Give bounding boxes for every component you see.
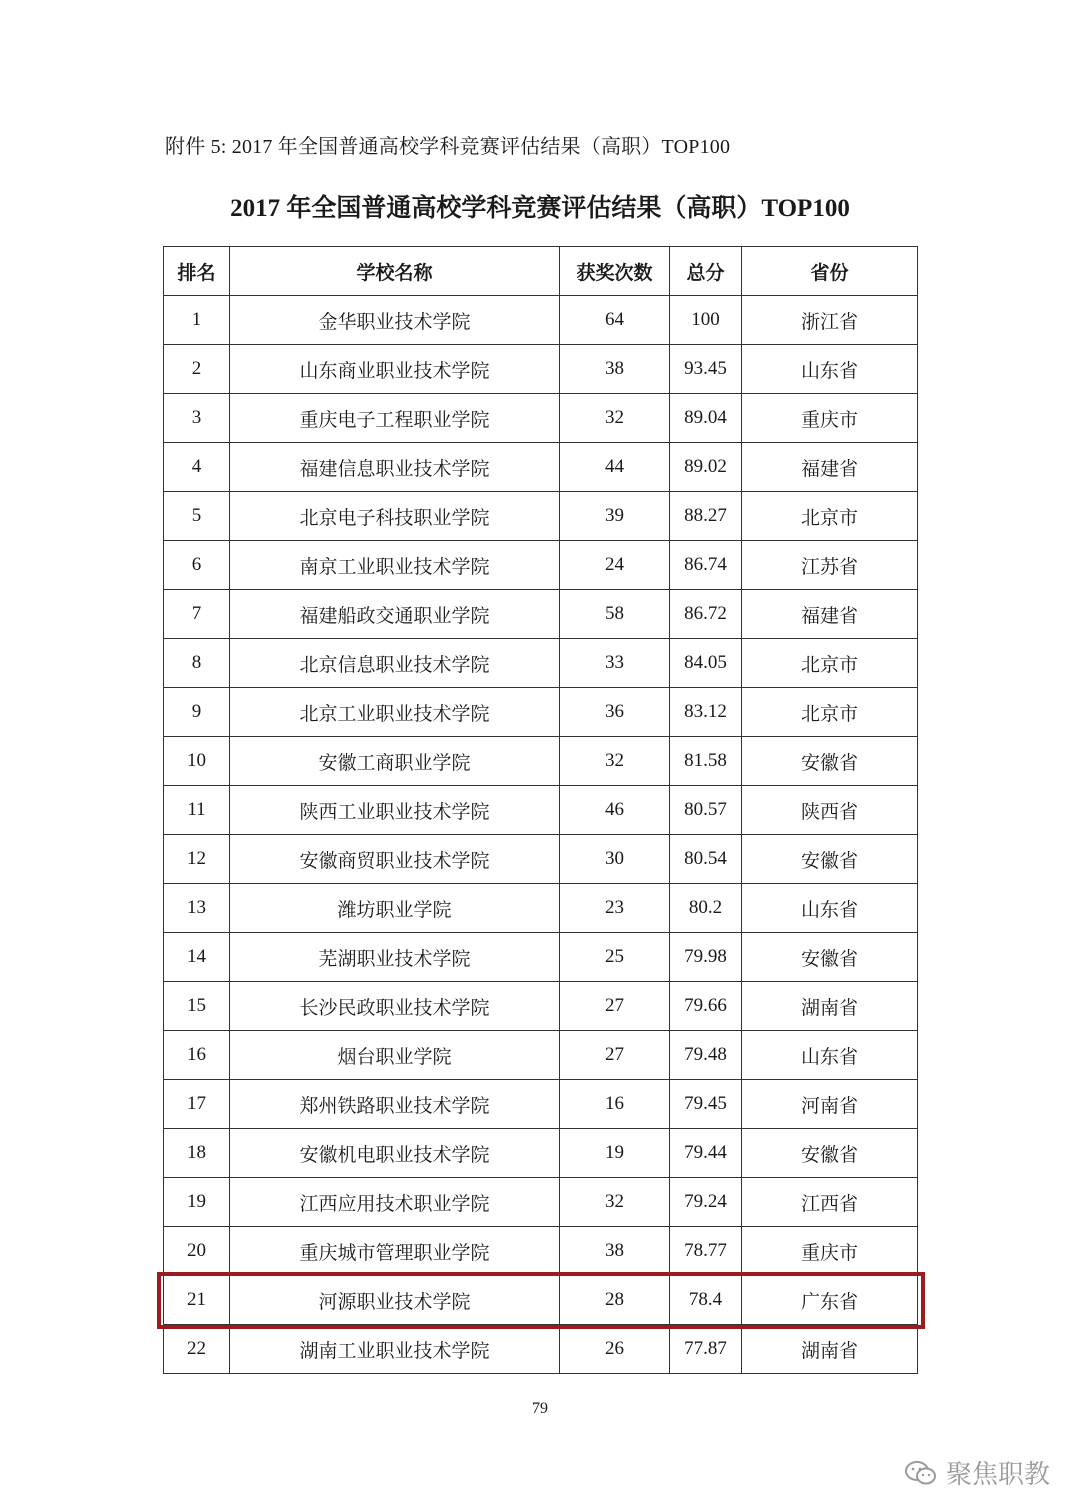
cell-total-score: 79.24 xyxy=(670,1178,742,1227)
cell-school-name: 福建船政交通职业学院 xyxy=(230,590,560,639)
cell-award-count: 64 xyxy=(560,296,670,345)
cell-rank: 19 xyxy=(164,1178,230,1227)
cell-province: 福建省 xyxy=(742,590,918,639)
cell-rank: 18 xyxy=(164,1129,230,1178)
cell-total-score: 79.45 xyxy=(670,1080,742,1129)
cell-total-score: 84.05 xyxy=(670,639,742,688)
cell-total-score: 93.45 xyxy=(670,345,742,394)
cell-province: 江西省 xyxy=(742,1178,918,1227)
header-rank: 排名 xyxy=(164,247,230,296)
table-row xyxy=(164,394,918,443)
cell-award-count: 38 xyxy=(560,1227,670,1276)
cell-award-count: 27 xyxy=(560,982,670,1031)
cell-award-count: 27 xyxy=(560,1031,670,1080)
cell-school-name: 北京工业职业技术学院 xyxy=(230,688,560,737)
cell-rank: 14 xyxy=(164,933,230,982)
cell-rank: 21 xyxy=(164,1276,230,1325)
cell-rank: 22 xyxy=(164,1325,230,1374)
cell-rank: 13 xyxy=(164,884,230,933)
table-row xyxy=(164,443,918,492)
cell-rank: 8 xyxy=(164,639,230,688)
table-row xyxy=(164,933,918,982)
cell-total-score: 88.27 xyxy=(670,492,742,541)
cell-rank: 5 xyxy=(164,492,230,541)
attachment-caption: 附件 5: 2017 年全国普通高校学科竞赛评估结果（高职）TOP100 xyxy=(165,136,731,158)
cell-rank: 9 xyxy=(164,688,230,737)
header-total-score: 总分 xyxy=(670,247,742,296)
ranking-table xyxy=(163,246,918,1374)
cell-school-name: 河源职业技术学院 xyxy=(230,1276,560,1325)
cell-total-score: 77.87 xyxy=(670,1325,742,1374)
cell-school-name: 安徽工商职业学院 xyxy=(230,737,560,786)
cell-total-score: 80.2 xyxy=(670,884,742,933)
table-row xyxy=(164,345,918,394)
cell-province: 江苏省 xyxy=(742,541,918,590)
cell-total-score: 81.58 xyxy=(670,737,742,786)
cell-province: 安徽省 xyxy=(742,1129,918,1178)
cell-total-score: 79.48 xyxy=(670,1031,742,1080)
table-row xyxy=(164,541,918,590)
header-school-name: 学校名称 xyxy=(230,247,560,296)
cell-award-count: 16 xyxy=(560,1080,670,1129)
cell-school-name: 北京电子科技职业学院 xyxy=(230,492,560,541)
cell-province: 山东省 xyxy=(742,884,918,933)
cell-total-score: 100 xyxy=(670,296,742,345)
cell-province: 北京市 xyxy=(742,639,918,688)
cell-province: 重庆市 xyxy=(742,394,918,443)
table-row xyxy=(164,1080,918,1129)
cell-school-name: 南京工业职业技术学院 xyxy=(230,541,560,590)
cell-province: 安徽省 xyxy=(742,737,918,786)
cell-award-count: 39 xyxy=(560,492,670,541)
table-row xyxy=(164,982,918,1031)
cell-total-score: 78.4 xyxy=(670,1276,742,1325)
cell-total-score: 89.04 xyxy=(670,394,742,443)
cell-total-score: 80.54 xyxy=(670,835,742,884)
cell-total-score: 86.74 xyxy=(670,541,742,590)
cell-school-name: 重庆城市管理职业学院 xyxy=(230,1227,560,1276)
cell-school-name: 江西应用技术职业学院 xyxy=(230,1178,560,1227)
header-province: 省份 xyxy=(742,247,918,296)
cell-award-count: 32 xyxy=(560,1178,670,1227)
document-title: 2017 年全国普通高校学科竞赛评估结果（高职）TOP100 xyxy=(230,195,850,222)
cell-school-name: 陕西工业职业技术学院 xyxy=(230,786,560,835)
cell-award-count: 36 xyxy=(560,688,670,737)
cell-total-score: 79.98 xyxy=(670,933,742,982)
cell-rank: 2 xyxy=(164,345,230,394)
table-row xyxy=(164,688,918,737)
table-row xyxy=(164,1031,918,1080)
cell-total-score: 79.66 xyxy=(670,982,742,1031)
page-number: 79 xyxy=(532,1400,548,1417)
cell-award-count: 33 xyxy=(560,639,670,688)
cell-school-name: 潍坊职业学院 xyxy=(230,884,560,933)
cell-award-count: 58 xyxy=(560,590,670,639)
cell-school-name: 郑州铁路职业技术学院 xyxy=(230,1080,560,1129)
cell-school-name: 山东商业职业技术学院 xyxy=(230,345,560,394)
cell-award-count: 30 xyxy=(560,835,670,884)
wechat-icon xyxy=(904,1460,938,1486)
cell-province: 山东省 xyxy=(742,345,918,394)
table-row xyxy=(164,1276,918,1325)
cell-award-count: 28 xyxy=(560,1276,670,1325)
cell-total-score: 78.77 xyxy=(670,1227,742,1276)
cell-school-name: 重庆电子工程职业学院 xyxy=(230,394,560,443)
cell-total-score: 79.44 xyxy=(670,1129,742,1178)
table-row xyxy=(164,590,918,639)
cell-rank: 4 xyxy=(164,443,230,492)
table-row xyxy=(164,1129,918,1178)
cell-award-count: 23 xyxy=(560,884,670,933)
cell-award-count: 46 xyxy=(560,786,670,835)
cell-province: 广东省 xyxy=(742,1276,918,1325)
table-row xyxy=(164,1325,918,1374)
cell-province: 陕西省 xyxy=(742,786,918,835)
cell-school-name: 芜湖职业技术学院 xyxy=(230,933,560,982)
cell-rank: 12 xyxy=(164,835,230,884)
table-row xyxy=(164,786,918,835)
cell-province: 河南省 xyxy=(742,1080,918,1129)
cell-province: 北京市 xyxy=(742,688,918,737)
cell-province: 浙江省 xyxy=(742,296,918,345)
cell-rank: 15 xyxy=(164,982,230,1031)
table-row xyxy=(164,492,918,541)
table-body xyxy=(164,296,918,1374)
cell-rank: 3 xyxy=(164,394,230,443)
cell-rank: 11 xyxy=(164,786,230,835)
cell-award-count: 25 xyxy=(560,933,670,982)
cell-province: 福建省 xyxy=(742,443,918,492)
cell-province: 安徽省 xyxy=(742,835,918,884)
watermark xyxy=(904,1454,1050,1491)
watermark-text: 聚焦职教 xyxy=(945,1460,1050,1490)
cell-total-score: 83.12 xyxy=(670,688,742,737)
cell-rank: 16 xyxy=(164,1031,230,1080)
cell-total-score: 89.02 xyxy=(670,443,742,492)
cell-school-name: 北京信息职业技术学院 xyxy=(230,639,560,688)
cell-province: 山东省 xyxy=(742,1031,918,1080)
table-row xyxy=(164,639,918,688)
cell-total-score: 86.72 xyxy=(670,590,742,639)
cell-award-count: 44 xyxy=(560,443,670,492)
cell-rank: 10 xyxy=(164,737,230,786)
table-header-row xyxy=(164,247,918,296)
cell-award-count: 32 xyxy=(560,737,670,786)
table-row xyxy=(164,737,918,786)
cell-rank: 6 xyxy=(164,541,230,590)
cell-province: 北京市 xyxy=(742,492,918,541)
cell-rank: 1 xyxy=(164,296,230,345)
cell-province: 湖南省 xyxy=(742,1325,918,1374)
header-award-count: 获奖次数 xyxy=(560,247,670,296)
table-row xyxy=(164,296,918,345)
table-row xyxy=(164,1178,918,1227)
cell-province: 湖南省 xyxy=(742,982,918,1031)
table-row xyxy=(164,835,918,884)
cell-school-name: 烟台职业学院 xyxy=(230,1031,560,1080)
table-row xyxy=(164,1227,918,1276)
cell-province: 重庆市 xyxy=(742,1227,918,1276)
cell-school-name: 金华职业技术学院 xyxy=(230,296,560,345)
cell-award-count: 32 xyxy=(560,394,670,443)
cell-school-name: 湖南工业职业技术学院 xyxy=(230,1325,560,1374)
cell-school-name: 福建信息职业技术学院 xyxy=(230,443,560,492)
cell-province: 安徽省 xyxy=(742,933,918,982)
cell-award-count: 19 xyxy=(560,1129,670,1178)
cell-school-name: 安徽机电职业技术学院 xyxy=(230,1129,560,1178)
cell-rank: 20 xyxy=(164,1227,230,1276)
cell-award-count: 38 xyxy=(560,345,670,394)
cell-rank: 7 xyxy=(164,590,230,639)
cell-rank: 17 xyxy=(164,1080,230,1129)
table-row xyxy=(164,884,918,933)
cell-award-count: 26 xyxy=(560,1325,670,1374)
cell-award-count: 24 xyxy=(560,541,670,590)
cell-total-score: 80.57 xyxy=(670,786,742,835)
cell-school-name: 长沙民政职业技术学院 xyxy=(230,982,560,1031)
cell-school-name: 安徽商贸职业技术学院 xyxy=(230,835,560,884)
